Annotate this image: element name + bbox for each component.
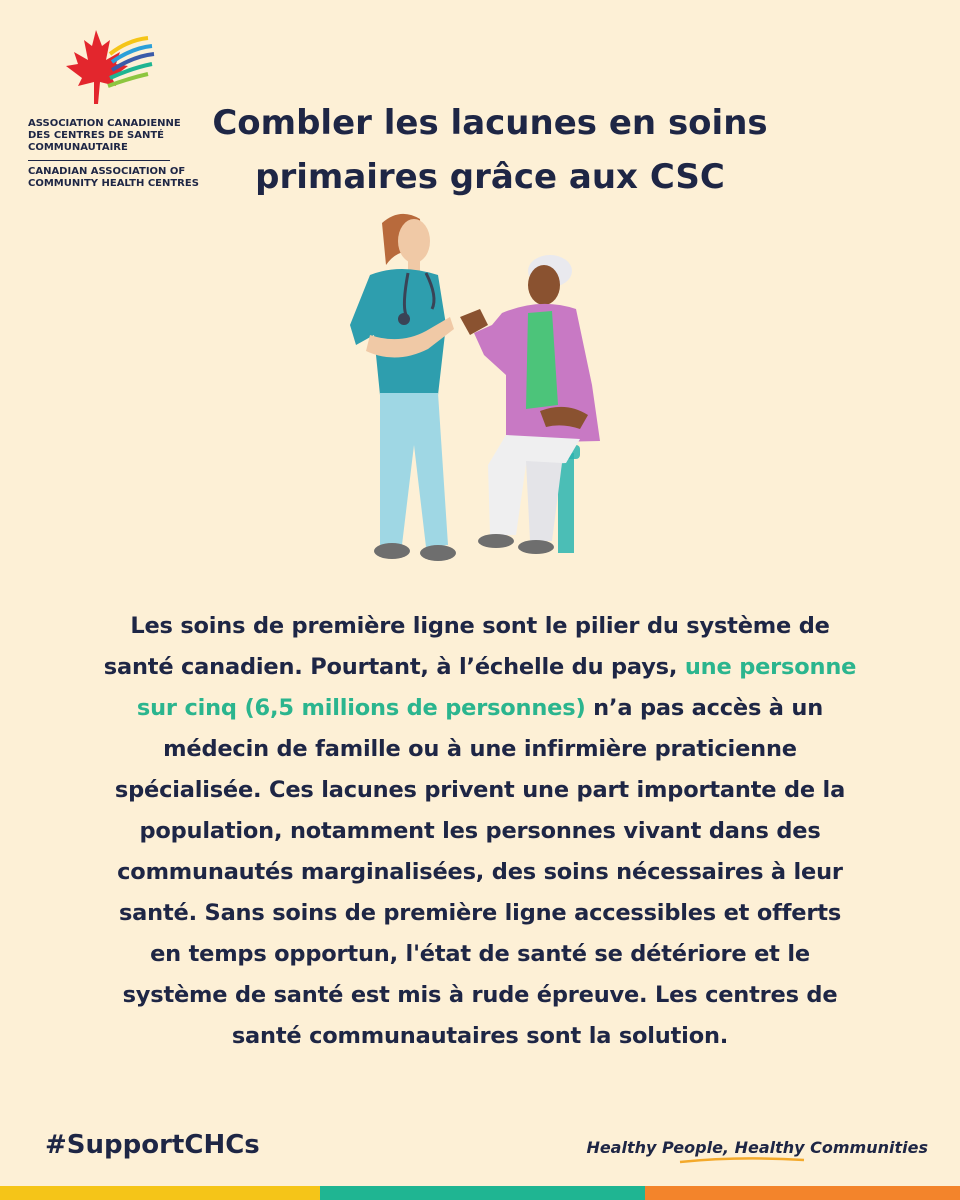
logo-divider <box>28 160 170 161</box>
body-paragraph <box>100 606 860 1057</box>
body-text-part-1: Les soins de première ligne sont le pilier du système de santé canadien. Pourtant, à l’échelle du pays, <box>103 613 830 680</box>
footer-bar-teal <box>320 1186 645 1200</box>
body-text-part-2: n’a pas accès à un médecin de famille ou à une infirmière praticienne spécialisée. Ces lacunes privent une part importante de la population, notamment les personnes vivant dans des communautés marginalisées, des soins nécessaires à leur santé. Sans soins de première ligne accessibles et offerts en temps opportun, l'état de santé se détériore et le système de santé est mis à rude épreuve. Les centres de santé communautaires sont la solution. <box>114 695 846 1049</box>
tagline-text: Healthy People, Healthy Communities <box>586 1138 928 1157</box>
title-line-2: primaires grâce aux CSC <box>255 157 725 197</box>
org-name-fr: ASSOCIATION CANADIENNE DES CENTRES DE SANTÉ COMMUNAUTAIRE <box>28 118 181 153</box>
nurse-patient-illustration <box>330 205 630 575</box>
hashtag: #SupportCHCs <box>45 1130 260 1160</box>
body-highlight: une personne sur cinq (6,5 millions de personnes) <box>136 654 857 721</box>
footer-bar-yellow <box>0 1186 320 1200</box>
page-title <box>190 96 790 204</box>
underline-swoosh-icon <box>678 1154 808 1166</box>
caregiver-illustration-icon <box>330 205 630 575</box>
tagline <box>586 1138 928 1157</box>
maple-leaf-icon <box>48 24 158 114</box>
organization-logo <box>28 24 203 190</box>
org-name-en: CANADIAN ASSOCIATION OF COMMUNITY HEALTH CENTRES <box>28 166 199 189</box>
footer-bar-orange <box>645 1186 960 1200</box>
title-line-1: Combler les lacunes en soins <box>212 103 768 143</box>
